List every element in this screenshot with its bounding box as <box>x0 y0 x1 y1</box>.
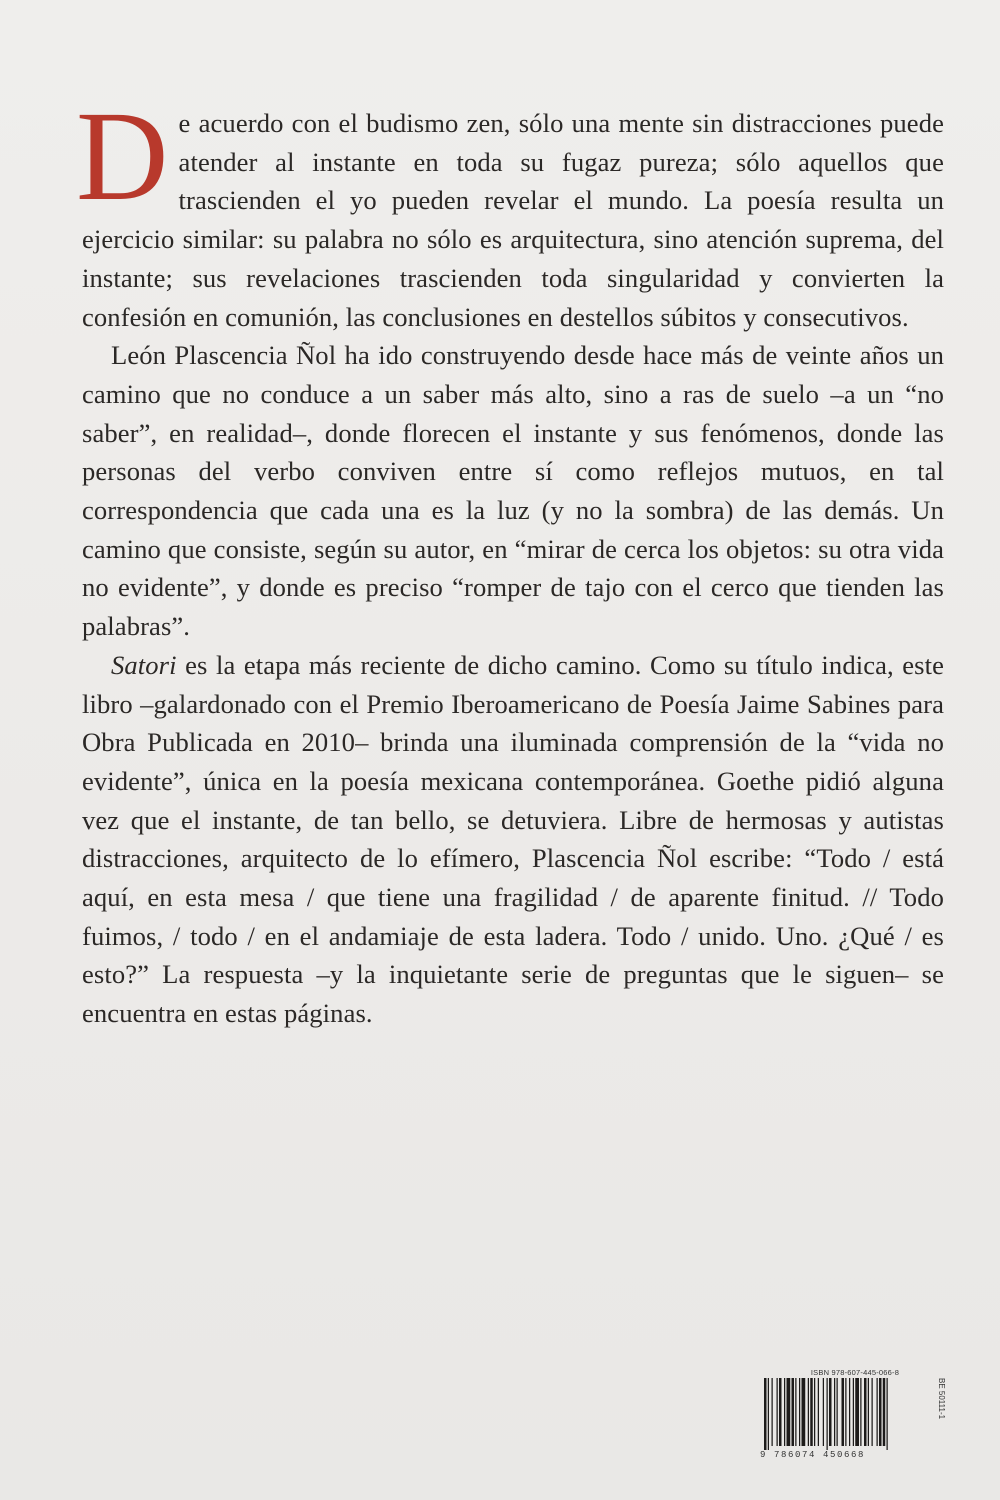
barcode-bar <box>842 1378 845 1446</box>
barcode-bar <box>802 1378 806 1446</box>
paragraph-1-text: e acuerdo con el budismo zen, sólo una mente sin distracciones puede atender al instante en toda su fugaz pureza; sólo aquellos que trascienden el yo pueden revelar el mundo. La poesía resulta un ejercicio similar: su palabra no sólo es arquitectura, sino atención suprema, del instante; sus revelaciones trascienden toda singularidad y convierten la confesión en comunión, las conclusiones en destellos súbitos y consecutivos. <box>82 108 944 332</box>
barcode-bar <box>849 1378 850 1446</box>
barcode-bar <box>883 1378 886 1446</box>
barcode-bar <box>879 1378 882 1446</box>
barcode-bar <box>764 1378 767 1450</box>
drop-cap: D <box>76 85 169 227</box>
barcode-bar <box>864 1378 867 1446</box>
barcode-bar <box>827 1378 828 1450</box>
barcode-bar <box>877 1378 878 1446</box>
barcode-bar <box>868 1378 869 1446</box>
barcode-bar <box>818 1378 819 1446</box>
barcode-bar <box>872 1378 873 1446</box>
barcode-bar <box>784 1378 785 1446</box>
barcode-bar <box>814 1378 815 1446</box>
side-code: BE 50111-1 <box>937 1378 946 1420</box>
paragraph-3 <box>82 646 944 1033</box>
blurb-text <box>76 70 944 1033</box>
barcode-bar <box>787 1378 791 1446</box>
barcode-bar <box>823 1378 824 1446</box>
barcode-bar <box>845 1378 846 1446</box>
paragraph-1 <box>76 85 944 336</box>
barcode-digits: 9 786074 450668 <box>760 1450 866 1460</box>
book-title-satori: Satori <box>111 649 177 680</box>
barcode-bar <box>799 1378 800 1446</box>
barcode-bar <box>808 1378 809 1446</box>
barcode-bar <box>777 1378 778 1446</box>
barcode-bars <box>760 1378 930 1450</box>
barcode-bar <box>829 1378 832 1446</box>
barcode-bar <box>837 1378 838 1446</box>
barcode-bar <box>810 1378 813 1446</box>
barcode-bar <box>779 1378 782 1446</box>
barcode-bar <box>795 1378 796 1446</box>
barcode-bar <box>887 1378 888 1450</box>
barcode-bar <box>834 1378 835 1446</box>
isbn-barcode <box>760 1368 946 1462</box>
barcode-bar <box>792 1378 795 1446</box>
barcode-bar <box>853 1378 854 1446</box>
barcode-bar <box>860 1378 861 1446</box>
isbn-label: ISBN 978-607-445-066-8 <box>810 1368 900 1377</box>
barcode-bar <box>768 1378 769 1450</box>
barcode-bar <box>772 1378 773 1446</box>
barcode-bar <box>855 1378 859 1446</box>
paragraph-3-text: es la etapa más reciente de dicho camino. Como su título indica, este libro –galardonado con el Premio Iberoamericano de Poesía Jaime Sabines para Obra Publicada en 2010– brinda una iluminada comprensión de la “vida no evidente”, única en la poesía mexicana contemporánea. Goethe pidió alguna vez que el instante, de tan bello, se detuviera. Libre de hermosas y autistas distracciones, arquitecto de lo efímero, Plascencia Ñol escribe: “Todo / está aquí, en esta mesa / que tiene una fragilidad / de aparente finitud. // Todo fuimos, / todo / en el andamiaje de esta ladera. Todo / unido. Uno. ¿Qué / es esto?” La respuesta –y la inquietante serie de preguntas que le siguen– se encuentra en estas páginas. <box>82 649 944 1029</box>
paragraph-2: León Plascencia Ñol ha ido construyendo desde hace más de veinte años un camino que no conduce a un saber más alto, sino a ras de suelo –a un “no saber”, en realidad–, donde florecen el instante y sus fenómenos, donde las personas del verbo conviven entre sí como reflejos mutuos, en tal correspondencia que cada una es la luz (y no la sombra) de las demás. Un camino que consiste, según su autor, en “mirar de cerca los objetos: su otra vida no evidente”, y donde es preciso “romper de tajo con el cerco que tienden las palabras”. <box>82 340 944 642</box>
